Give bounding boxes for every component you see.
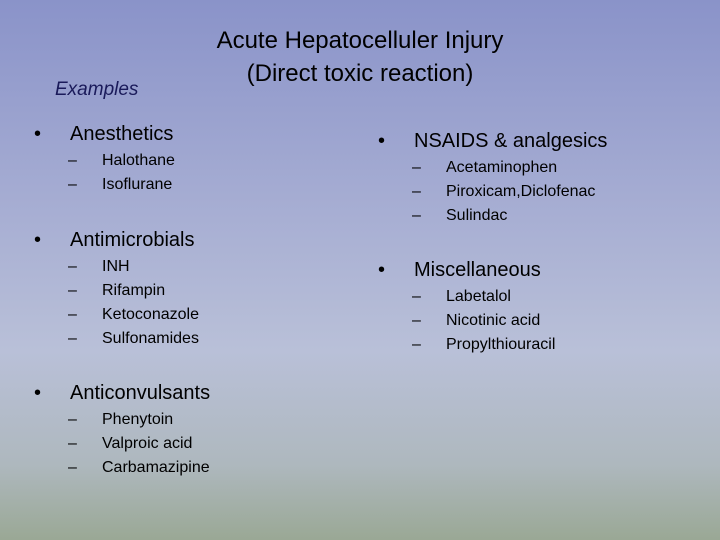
category-title bbox=[378, 129, 698, 153]
dash-icon: – bbox=[68, 152, 77, 169]
category-label: Miscellaneous bbox=[414, 259, 541, 281]
slide-title-line-1: Acute Hepatocelluler Injury bbox=[216, 27, 504, 54]
drug-name: Acetaminophen bbox=[446, 159, 558, 176]
drug-name: Piroxicam,Diclofenac bbox=[446, 183, 596, 200]
category-title bbox=[378, 258, 698, 282]
slide-title bbox=[180, 24, 540, 90]
list-item bbox=[68, 456, 334, 480]
drug-name: Sulfonamides bbox=[102, 330, 199, 347]
dash-icon: – bbox=[68, 306, 77, 323]
list-item bbox=[412, 285, 698, 309]
dash-icon: – bbox=[412, 288, 421, 305]
category-anticonvulsants bbox=[34, 381, 334, 480]
drug-name: Halothane bbox=[102, 152, 175, 169]
drug-list bbox=[34, 149, 334, 197]
dash-icon: – bbox=[68, 435, 77, 452]
list-item bbox=[412, 204, 698, 228]
list-item bbox=[68, 327, 334, 351]
category-nsaids-analgesics bbox=[378, 129, 698, 228]
drug-list bbox=[378, 156, 698, 228]
list-item bbox=[412, 180, 698, 204]
bullet-icon: • bbox=[378, 259, 386, 281]
category-label: Anticonvulsants bbox=[70, 382, 211, 404]
drug-list bbox=[34, 408, 334, 480]
category-title bbox=[34, 122, 334, 146]
drug-list bbox=[34, 255, 334, 351]
dash-icon: – bbox=[68, 282, 77, 299]
dash-icon: – bbox=[68, 176, 77, 193]
list-item bbox=[68, 173, 334, 197]
list-item bbox=[68, 303, 334, 327]
drug-name: Ketoconazole bbox=[102, 306, 199, 323]
list-item bbox=[412, 309, 698, 333]
list-item bbox=[68, 149, 334, 173]
dash-icon: – bbox=[412, 336, 421, 353]
list-item bbox=[68, 279, 334, 303]
right-column bbox=[378, 129, 698, 357]
list-item bbox=[412, 333, 698, 357]
drug-name: Rifampin bbox=[102, 282, 166, 299]
dash-icon: – bbox=[68, 258, 77, 275]
drug-list bbox=[378, 285, 698, 357]
dash-icon: – bbox=[412, 207, 421, 224]
drug-name: Valproic acid bbox=[102, 435, 193, 452]
category-miscellaneous bbox=[378, 258, 698, 357]
drug-name: INH bbox=[102, 258, 130, 275]
list-item bbox=[412, 156, 698, 180]
drug-name: Carbamazipine bbox=[102, 459, 210, 476]
list-item bbox=[68, 255, 334, 279]
drug-name: Phenytoin bbox=[102, 411, 174, 428]
drug-name: Propylthiouracil bbox=[446, 336, 556, 353]
category-title bbox=[34, 228, 334, 252]
dash-icon: – bbox=[68, 411, 77, 428]
bullet-icon: • bbox=[378, 130, 386, 152]
dash-icon: – bbox=[68, 459, 77, 476]
category-label: Anesthetics bbox=[70, 123, 174, 145]
drug-name: Sulindac bbox=[446, 207, 508, 224]
examples-label: Examples bbox=[55, 79, 139, 100]
drug-name: Nicotinic acid bbox=[446, 312, 541, 329]
bullet-icon: • bbox=[34, 123, 42, 145]
dash-icon: – bbox=[412, 183, 421, 200]
left-column bbox=[34, 122, 334, 480]
category-label: NSAIDS & analgesics bbox=[414, 130, 608, 152]
dash-icon: – bbox=[412, 312, 421, 329]
category-anesthetics bbox=[34, 122, 334, 197]
drug-name: Labetalol bbox=[446, 288, 511, 305]
slide-title-line-2: (Direct toxic reaction) bbox=[246, 60, 474, 87]
bullet-icon: • bbox=[34, 229, 42, 251]
category-title bbox=[34, 381, 334, 405]
drug-name: Isoflurane bbox=[102, 176, 173, 193]
list-item bbox=[68, 408, 334, 432]
category-antimicrobials bbox=[34, 228, 334, 351]
bullet-icon: • bbox=[34, 382, 42, 404]
category-label: Antimicrobials bbox=[70, 229, 195, 251]
dash-icon: – bbox=[412, 159, 421, 176]
list-item bbox=[68, 432, 334, 456]
dash-icon: – bbox=[68, 330, 77, 347]
